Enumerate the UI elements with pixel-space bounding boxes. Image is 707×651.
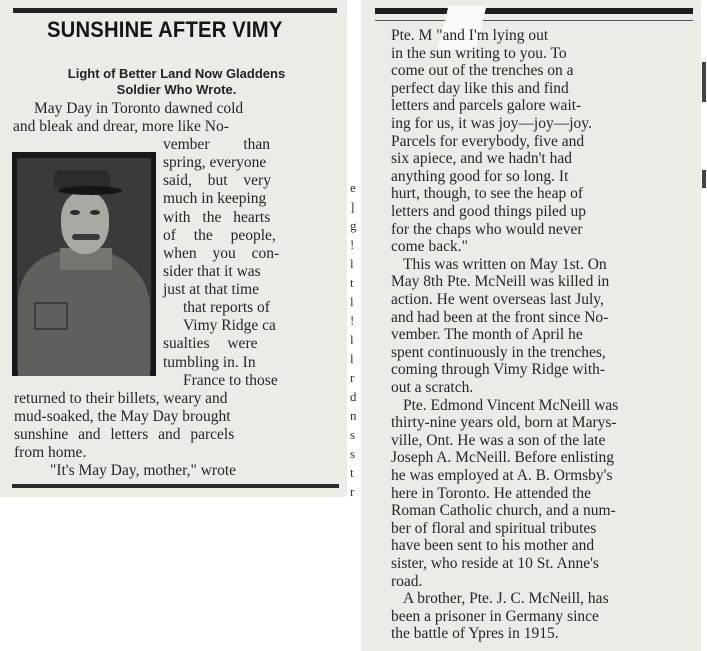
right-text-line: the battle of Ypres in 1915.: [391, 625, 559, 643]
right-text-line: letters and good things piled up: [391, 203, 587, 220]
left-text-line: much in keeping: [163, 190, 267, 207]
left-text-line: sualties were: [163, 335, 258, 352]
right-text-line: have been sent to his mother and: [391, 537, 595, 555]
right-text-line: A brother, Pte. J. C. McNeill, has: [403, 590, 609, 608]
right-text-line: he was employed at A. B. Ormsby's: [391, 467, 613, 484]
right-text-line: Pte. M "and I'm lying out: [391, 27, 549, 44]
left-text-line: vember than: [163, 136, 271, 153]
left-text-line: Vimy Ridge ca: [183, 317, 276, 334]
left-text-line: said, but very: [163, 172, 271, 189]
top-thin-rule: [375, 20, 693, 21]
right-text-line: come out of the trenches on a: [391, 62, 574, 80]
right-text-line: in the sun writing to you. To: [391, 44, 567, 62]
right-text-line: six apiece, and we hadn't had: [391, 150, 572, 168]
right-text-line: ing for us, it was joy—joy—joy.: [391, 115, 592, 132]
right-text-line: come back.": [391, 238, 468, 256]
right-edge-mark: [702, 170, 706, 188]
deck-line-1: Light of Better Land Now Gladdens: [67, 66, 286, 81]
right-text-line: been a prisoner in Germany since: [391, 607, 599, 625]
neighbor-column-fragments: e ] g ! l t l ! l l r d n s s t r: [350, 180, 357, 499]
right-text-line: action. He went overseas last July,: [391, 291, 604, 308]
left-text-line: that reports of: [183, 299, 270, 316]
left-text-line: when you con-: [163, 245, 280, 262]
right-text-line: anything good for so long. It: [391, 167, 569, 185]
left-text-line: and bleak and drear, more like No-: [13, 118, 229, 135]
right-text-line: and had been at the front since No-: [391, 308, 609, 326]
left-text-line: with the hearts: [163, 209, 271, 226]
left-text-line: returned to their billets, weary and: [14, 390, 228, 407]
right-text-line: May 8th Pte. McNeill was killed in: [391, 273, 610, 291]
left-text-line: May Day in Toronto dawned cold: [34, 100, 244, 117]
bottom-rule: [12, 484, 339, 488]
left-clipping: [0, 0, 347, 497]
right-text-line: This was written on May 1st. On: [403, 255, 607, 273]
right-text-line: ber of floral and spiritual tributes: [391, 519, 597, 537]
left-text-line: mud-soaked, the May Day brought: [14, 408, 231, 425]
right-text-line: letters and parcels galore wait-: [391, 97, 582, 115]
soldier-portrait-photo: [12, 152, 156, 376]
left-text-line: from home.: [14, 444, 87, 461]
right-text-line: perfect day like this and find: [391, 79, 569, 97]
left-text-line: spring, everyone: [163, 154, 267, 171]
deck-line-2: Soldier Who Wrote.: [116, 82, 237, 97]
right-text-line: spent continuously in the trenches,: [391, 343, 606, 361]
right-text-line: here in Toronto. He attended the: [391, 484, 592, 502]
right-text-line: Roman Catholic church, and a num-: [391, 502, 616, 520]
right-text-line: Parcels for everybody, five and: [391, 132, 585, 150]
right-edge-mark: [702, 62, 706, 102]
left-text-line: sider that it was: [163, 263, 261, 280]
left-text-line: just at that time: [163, 281, 259, 298]
top-rule: [375, 8, 693, 14]
left-text-line: "It's May Day, mother," wrote: [50, 462, 236, 479]
right-text-line: hurt, though, to see the heap of: [391, 185, 583, 203]
right-text-line: sister, who reside at 10 St. Anne's: [391, 555, 599, 572]
right-text-line: road.: [391, 572, 423, 590]
right-text-line: coming through Vimy Ridge with-: [391, 361, 606, 379]
right-text-line: thirty-nine years old, born at Marys-: [391, 414, 617, 432]
right-text-line: for the chaps who would never: [391, 220, 583, 238]
right-text-line: ville, Ont. He was a son of the late: [391, 431, 606, 449]
left-text-line: tumbling in. In: [163, 354, 256, 371]
left-text-line: France to those: [183, 372, 278, 389]
right-text-line: Pte. Edmond Vincent McNeill was: [403, 396, 619, 414]
right-clipping: [361, 0, 701, 651]
top-rule: [13, 8, 337, 13]
headline: SUNSHINE AFTER VIMY: [47, 17, 283, 42]
left-text-line: of the people,: [163, 227, 276, 244]
right-text-line: Joseph A. McNeill. Before enlisting: [391, 449, 614, 467]
right-text-line: out a scratch.: [391, 379, 474, 396]
right-text-line: vember. The month of April he: [391, 326, 583, 344]
left-text-line: sunshine and letters and parcels: [14, 426, 235, 443]
